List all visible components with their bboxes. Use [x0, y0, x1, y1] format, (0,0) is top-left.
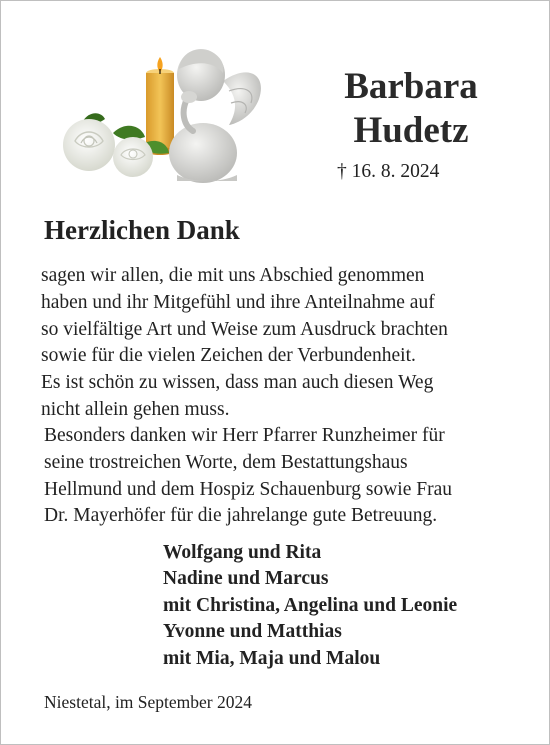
- special-thanks-paragraph: [44, 423, 524, 530]
- memorial-illustration: [53, 41, 273, 189]
- white-rose-icon: [63, 119, 153, 177]
- text-line: so vielfältige Art und Weise zum Ausdruck brachten: [41, 318, 448, 340]
- deceased-last-name: Hudetz: [353, 110, 469, 151]
- text-line: Hellmund und dem Hospiz Schauenburg sowie Frau: [44, 478, 452, 500]
- text-line: Dr. Mayerhöfer für die jahrelange gute Betreuung.: [44, 505, 438, 527]
- deceased-first-name: Barbara: [344, 66, 478, 107]
- candle-icon: [146, 57, 174, 155]
- text-line: Es ist schön zu wissen, dass man auch diesen Weg: [41, 372, 434, 394]
- signer-line: Wolfgang und Rita: [163, 542, 322, 563]
- signer-line: mit Christina, Angelina und Leonie: [163, 594, 458, 616]
- signer-line: Nadine und Marcus: [163, 568, 329, 590]
- thanks-heading: Herzlichen Dank: [44, 215, 240, 245]
- signer-line: Yvonne und Matthias: [163, 621, 342, 643]
- death-date: † 16. 8. 2024: [337, 161, 440, 182]
- family-signatures: [163, 540, 523, 672]
- text-line: sagen wir allen, die mit uns Abschied genommen: [41, 265, 425, 286]
- text-line: nicht allein gehen muss.: [41, 398, 230, 420]
- signer-line: mit Mia, Maja und Malou: [163, 647, 381, 669]
- text-line: Besonders danken wir Herr Pfarrer Runzheimer für: [44, 425, 445, 446]
- memorial-photo: [53, 41, 273, 189]
- text-line: haben und ihr Mitgefühl und ihre Anteilnahme auf: [41, 291, 435, 313]
- cherub-angel-icon: [169, 49, 261, 183]
- text-line: sowie für die vielen Zeichen der Verbundenheit.: [41, 345, 416, 367]
- thanks-paragraph: [41, 263, 521, 424]
- place-and-date: Niestetal, im September 2024: [44, 692, 253, 712]
- text-line: seine trostreichen Worte, dem Bestattungshaus: [44, 451, 408, 473]
